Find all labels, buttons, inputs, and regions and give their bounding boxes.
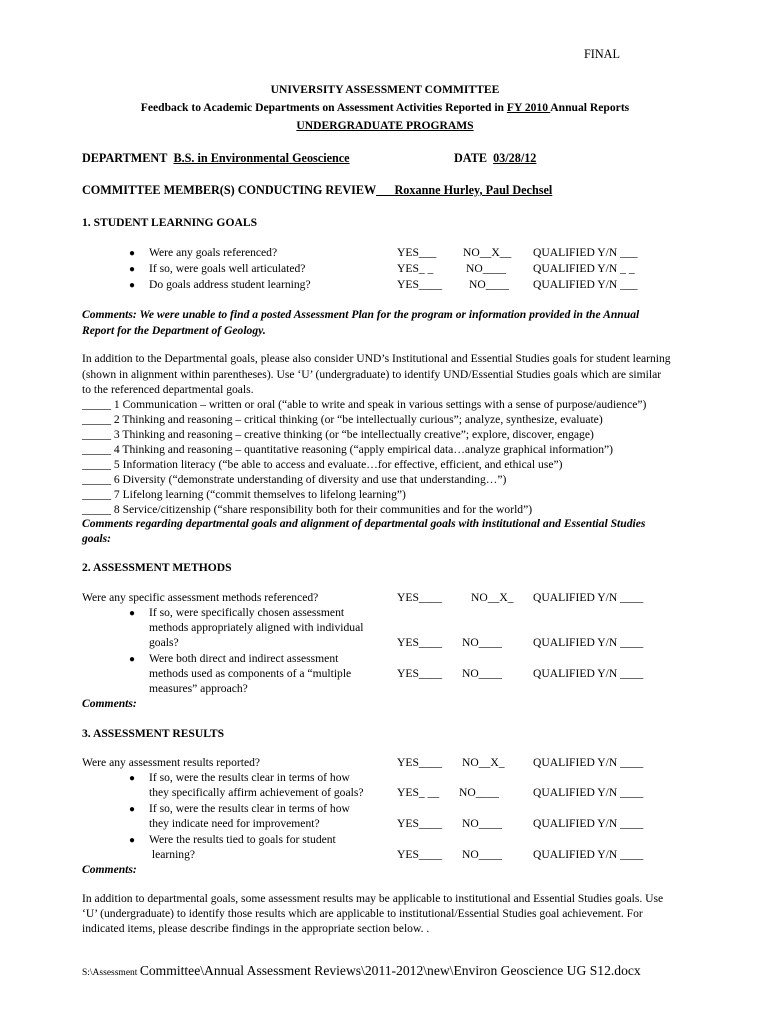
- no-field: NO____: [462, 817, 502, 830]
- no-field: NO____: [462, 636, 502, 649]
- comments-line: goals:: [82, 532, 111, 545]
- goal-item: _____ 6 Diversity (“demonstrate understanding of diversity and use that understanding…”): [82, 473, 507, 486]
- qualified-field: QUALIFIED Y/N ____: [533, 591, 644, 604]
- question: goals?: [149, 636, 179, 649]
- intro-line: (shown in alignment within parentheses). Use ‘U’ (undergraduate) to identify UND/Essential Studies goals which are similar: [82, 368, 662, 381]
- comments-line: Report for the Department of Geology.: [82, 324, 266, 337]
- comments-line: Comments regarding departmental goals and alignment of departmental goals with institutional and Essential Studies: [82, 517, 646, 530]
- qualified-field: QUALIFIED Y/N ____: [533, 636, 644, 649]
- no-field: NO____: [462, 848, 502, 861]
- yes-field: YES____: [397, 848, 443, 861]
- bullet-icon: ●: [129, 773, 136, 784]
- question: methods appropriately aligned with individual: [149, 621, 364, 634]
- question: Were any specific assessment methods referenced?: [82, 591, 319, 604]
- question: If so, were goals well articulated?: [149, 262, 306, 275]
- goal-item: _____ 7 Lifelong learning (“commit themselves to lifelong learning”): [82, 488, 406, 501]
- bullet-icon: ●: [129, 608, 136, 619]
- yes-field: YES_ _: [397, 262, 434, 275]
- qualified-field: QUALIFIED Y/N _ _: [533, 262, 635, 275]
- yes-field: YES____: [397, 278, 443, 291]
- no-field: NO__X_: [462, 756, 505, 769]
- no-field: NO____: [469, 278, 509, 291]
- comments-line: Comments: We were unable to find a posted Assessment Plan for the program or information provided in the Annual: [82, 308, 640, 321]
- no-field: NO____: [466, 262, 506, 275]
- question: they specifically affirm achievement of goals?: [149, 786, 364, 799]
- goal-item: _____ 3 Thinking and reasoning – creative thinking (or “be intellectually creative”; explore, discover, engage): [82, 428, 594, 441]
- closing-line: In addition to departmental goals, some assessment results may be applicable to institutional and Essential Studies goals. Use: [82, 892, 664, 905]
- goal-item: _____ 1 Communication – written or oral (“able to write and speak in various settings with a sense of purpose/audience”): [82, 398, 647, 411]
- programs-label: UNDERGRADUATE PROGRAMS: [296, 119, 474, 132]
- yes-field: YES____: [397, 636, 443, 649]
- no-field: NO____: [459, 786, 499, 799]
- yes-field: YES____: [397, 817, 443, 830]
- yes-field: YES_ __: [397, 786, 440, 799]
- bullet-icon: ●: [129, 264, 136, 275]
- goal-item: _____ 8 Service/citizenship (“share responsibility both for their communities and for the world”): [82, 503, 533, 516]
- question: they indicate need for improvement?: [149, 817, 320, 830]
- goal-item: _____ 4 Thinking and reasoning – quantitative reasoning (“apply empirical data…analyze graphical information”): [82, 443, 613, 456]
- qualified-field: QUALIFIED Y/N ___: [533, 278, 638, 291]
- question: If so, were the results clear in terms of how: [149, 771, 350, 784]
- qualified-field: QUALIFIED Y/N ____: [533, 667, 644, 680]
- intro-line: In addition to the Departmental goals, please also consider UND’s Institutional and Essential Studies goals for student learning: [82, 352, 671, 365]
- qualified-field: QUALIFIED Y/N ____: [533, 786, 644, 799]
- question: If so, were specifically chosen assessment: [149, 606, 345, 619]
- no-field: NO__X__: [463, 246, 512, 259]
- question: learning?: [149, 848, 196, 861]
- question: methods used as components of a “multiple: [149, 667, 352, 680]
- department-line: DEPARTMENT B.S. in Environmental Geoscience: [82, 151, 350, 165]
- doc-title: UNIVERSITY ASSESSMENT COMMITTEE: [270, 83, 500, 96]
- bullet-icon: ●: [129, 654, 136, 665]
- yes-field: YES____: [397, 591, 443, 604]
- goal-item: _____ 2 Thinking and reasoning – critical thinking (or “be intellectually curious”; analyze, synthesize, evaluate): [82, 413, 603, 426]
- yes-field: YES___: [397, 246, 437, 259]
- file-path-footer: S:\Assessment Committee\Annual Assessment Reviews\2011-2012\new\Environ Geoscience UG S12.docx: [82, 963, 641, 978]
- section2-heading: 2. ASSESSMENT METHODS: [82, 561, 232, 574]
- comments-line: Comments:: [82, 863, 137, 876]
- doc-subtitle: Feedback to Academic Departments on Assessment Activities Reported in FY 2010 Annual Reports: [140, 101, 630, 114]
- qualified-field: QUALIFIED Y/N ____: [533, 756, 644, 769]
- bullet-icon: ●: [129, 280, 136, 291]
- bullet-icon: ●: [129, 835, 136, 846]
- section3-heading: 3. ASSESSMENT RESULTS: [82, 727, 225, 740]
- no-field: NO__X_: [471, 591, 514, 604]
- question: Were both direct and indirect assessment: [149, 652, 339, 665]
- yes-field: YES____: [397, 667, 443, 680]
- final-label: FINAL: [584, 47, 620, 61]
- intro-line: to the referenced departmental goals.: [82, 383, 254, 396]
- question: If so, were the results clear in terms of how: [149, 802, 350, 815]
- qualified-field: QUALIFIED Y/N ____: [533, 848, 644, 861]
- question: measures” approach?: [149, 682, 248, 695]
- closing-line: indicated items, please describe findings in the appropriate section below. .: [82, 922, 430, 935]
- no-field: NO____: [462, 667, 502, 680]
- date-line: DATE 03/28/12: [454, 151, 537, 165]
- question: Do goals address student learning?: [149, 278, 311, 291]
- yes-field: YES____: [397, 756, 443, 769]
- question: Were any assessment results reported?: [82, 756, 261, 769]
- question: Were any goals referenced?: [149, 246, 278, 259]
- comments-line: Comments:: [82, 697, 137, 710]
- section1-heading: 1. STUDENT LEARNING GOALS: [82, 216, 258, 229]
- qualified-field: QUALIFIED Y/N ____: [533, 817, 644, 830]
- question: Were the results tied to goals for student: [149, 833, 336, 846]
- bullet-icon: ●: [129, 248, 136, 259]
- bullet-icon: ●: [129, 804, 136, 815]
- goal-item: _____ 5 Information literacy (“be able to access and evaluate…for effective, efficient, and ethical use”): [82, 458, 563, 471]
- closing-line: ‘U’ (undergraduate) to identify those results which are applicable to institutional/Essential Studies goal achievement. For: [82, 907, 643, 920]
- committee-line: COMMITTEE MEMBER(S) CONDUCTING REVIEW___Roxanne Hurley, Paul Dechsel: [82, 183, 553, 197]
- qualified-field: QUALIFIED Y/N ___: [533, 246, 638, 259]
